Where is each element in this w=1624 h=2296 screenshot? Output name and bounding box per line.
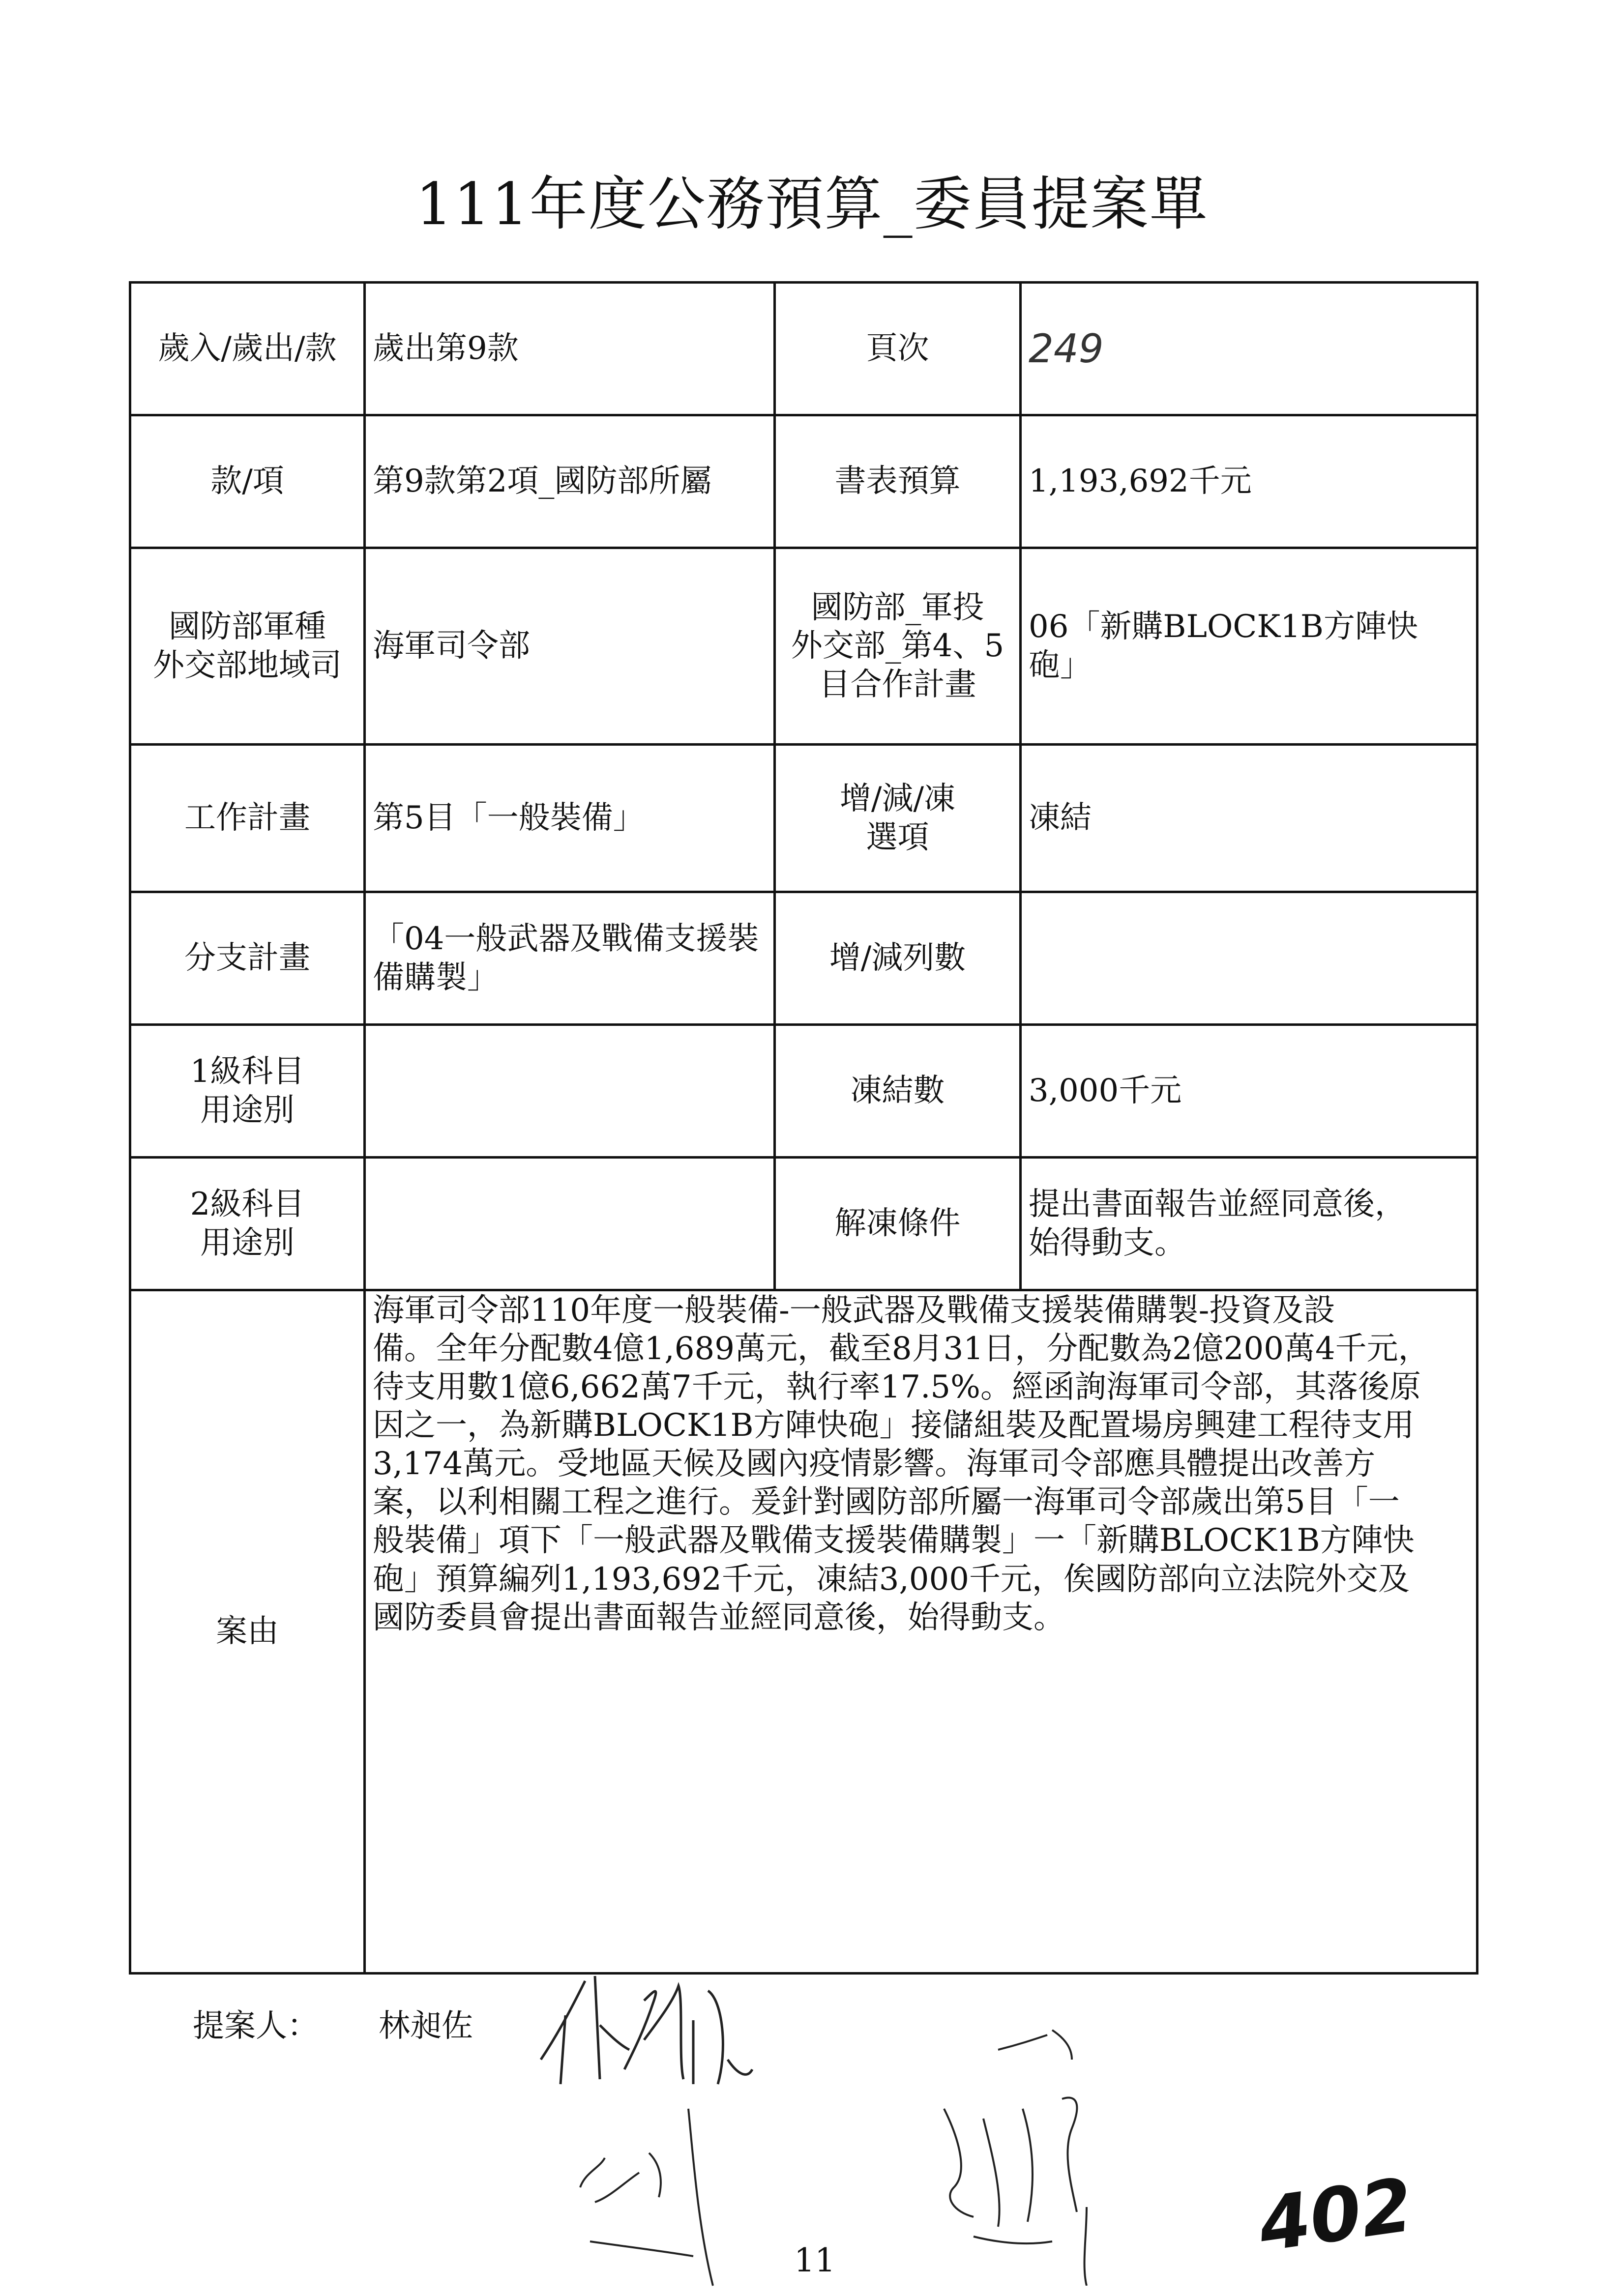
field-value-text: 「04一般武器及戰備支援裝 備購製」	[373, 921, 759, 996]
field-value-text: 3,000千元	[1029, 1073, 1182, 1109]
field-label-text: 書表預算	[834, 463, 961, 500]
field-label	[130, 1025, 365, 1158]
field-value-text: 凍結	[1029, 800, 1092, 837]
field-label	[775, 415, 1021, 548]
field-value	[1021, 1025, 1477, 1158]
field-value-text: 第5目「一般裝備」	[373, 800, 645, 837]
field-label	[130, 745, 365, 892]
field-value	[365, 415, 775, 548]
page-number: 11	[794, 2241, 835, 2279]
field-label	[775, 283, 1021, 415]
field-label-text: 2級科目 用途別	[190, 1186, 305, 1261]
reason-body	[365, 1290, 1477, 1974]
field-label	[130, 415, 365, 548]
field-value	[365, 1158, 775, 1290]
field-value	[365, 548, 775, 745]
field-label-text: 凍結數	[850, 1073, 945, 1109]
field-label	[775, 892, 1021, 1025]
field-value	[1021, 548, 1477, 745]
handwritten-number: 402	[1253, 2162, 1418, 2268]
form-row	[130, 415, 1477, 548]
field-label	[130, 548, 365, 745]
field-value	[1021, 892, 1477, 1025]
field-label-text: 頁次	[866, 330, 929, 367]
field-label-text: 解凍條件	[834, 1205, 961, 1242]
field-label	[775, 1158, 1021, 1290]
field-value-text: 海軍司令部	[373, 628, 530, 665]
field-value-text: 第9款第2項_國防部所屬	[373, 463, 712, 500]
field-label	[775, 548, 1021, 745]
field-value	[365, 892, 775, 1025]
field-label	[130, 1158, 365, 1290]
field-value	[1021, 745, 1477, 892]
reason-row	[130, 1290, 1477, 1974]
field-value	[365, 283, 775, 415]
reason-line: 案，以利相關工程之進行。爰針對國防部所屬一海軍司令部歲出第5目「一	[373, 1484, 1400, 1521]
field-label-text: 1級科目 用途別	[190, 1053, 305, 1129]
reason-line: 待支用數1億6,662萬7千元，執行率17.5%。經函詢海軍司令部，其落後原	[373, 1369, 1421, 1406]
field-value	[1021, 415, 1477, 548]
proposal-form-table	[129, 281, 1478, 1975]
field-label-text: 分支計畫	[184, 940, 310, 977]
signature-2	[565, 2099, 811, 2296]
field-value-text: 06「新購BLOCK1B方陣快 砲」	[1029, 609, 1418, 684]
form-row	[130, 892, 1477, 1025]
form-row	[130, 1158, 1477, 1290]
document-title: 111年度公務預算_委員提案單	[415, 170, 1209, 238]
signature-3	[924, 2010, 1200, 2286]
field-value	[365, 1025, 775, 1158]
form-row	[130, 745, 1477, 892]
field-value-text: 提出書面報告並經同意後， 始得動支。	[1029, 1186, 1406, 1261]
field-label-text: 款/項	[210, 463, 284, 500]
reason-label-text: 案由	[216, 1613, 279, 1650]
reason-line: 3,174萬元。受地區天候及國內疫情影響。海軍司令部應具體提出改善方	[373, 1446, 1376, 1482]
reason-line: 備。全年分配數4億1,689萬元，截至8月31日，分配數為2億200萬4千元，	[373, 1331, 1430, 1367]
reason-line: 因之一，為新購BLOCK1B方陣快砲」接儲組裝及配置場房興建工程待支用	[373, 1407, 1415, 1444]
field-value	[1021, 1158, 1477, 1290]
form-row	[130, 283, 1477, 415]
form-row	[130, 1025, 1477, 1158]
signature-1	[531, 1971, 934, 2089]
reason-line: 國防委員會提出書面報告並經同意後，始得動支。	[373, 1599, 1065, 1636]
field-label	[130, 283, 365, 415]
proposer-name: 林昶佐	[379, 2008, 473, 2044]
field-value	[1021, 283, 1477, 415]
field-label-text: 歲入/歲出/款	[158, 330, 337, 367]
field-label-text: 國防部軍種 外交部地域司	[153, 609, 342, 684]
field-value-text: 1,193,692千元	[1029, 463, 1252, 500]
reason-line: 般裝備」項下「一般武器及戰備支援裝備購製」一「新購BLOCK1B方陣快	[373, 1522, 1415, 1559]
field-label-text: 國防部_軍投 外交部_第4、5 目合作計畫	[791, 589, 1004, 703]
field-value	[365, 745, 775, 892]
field-label	[775, 1025, 1021, 1158]
form-row	[130, 548, 1477, 745]
field-label	[130, 892, 365, 1025]
field-value-text: 歲出第9款	[373, 330, 519, 367]
field-label-text: 工作計畫	[184, 800, 310, 837]
field-label	[775, 745, 1021, 892]
reason-line: 砲」預算編列1,193,692千元，凍結3,000千元，俟國防部向立法院外交及	[373, 1561, 1410, 1598]
reason-label	[130, 1290, 365, 1974]
field-label-text: 增/減/凍 選項	[839, 781, 956, 856]
field-label-text: 增/減列數	[829, 940, 966, 977]
proposer-label: 提案人：	[193, 2008, 319, 2044]
field-value-text: 249	[1029, 325, 1104, 372]
reason-line: 海軍司令部110年度一般裝備-一般武器及戰備支援裝備購製-投資及設	[373, 1292, 1335, 1329]
